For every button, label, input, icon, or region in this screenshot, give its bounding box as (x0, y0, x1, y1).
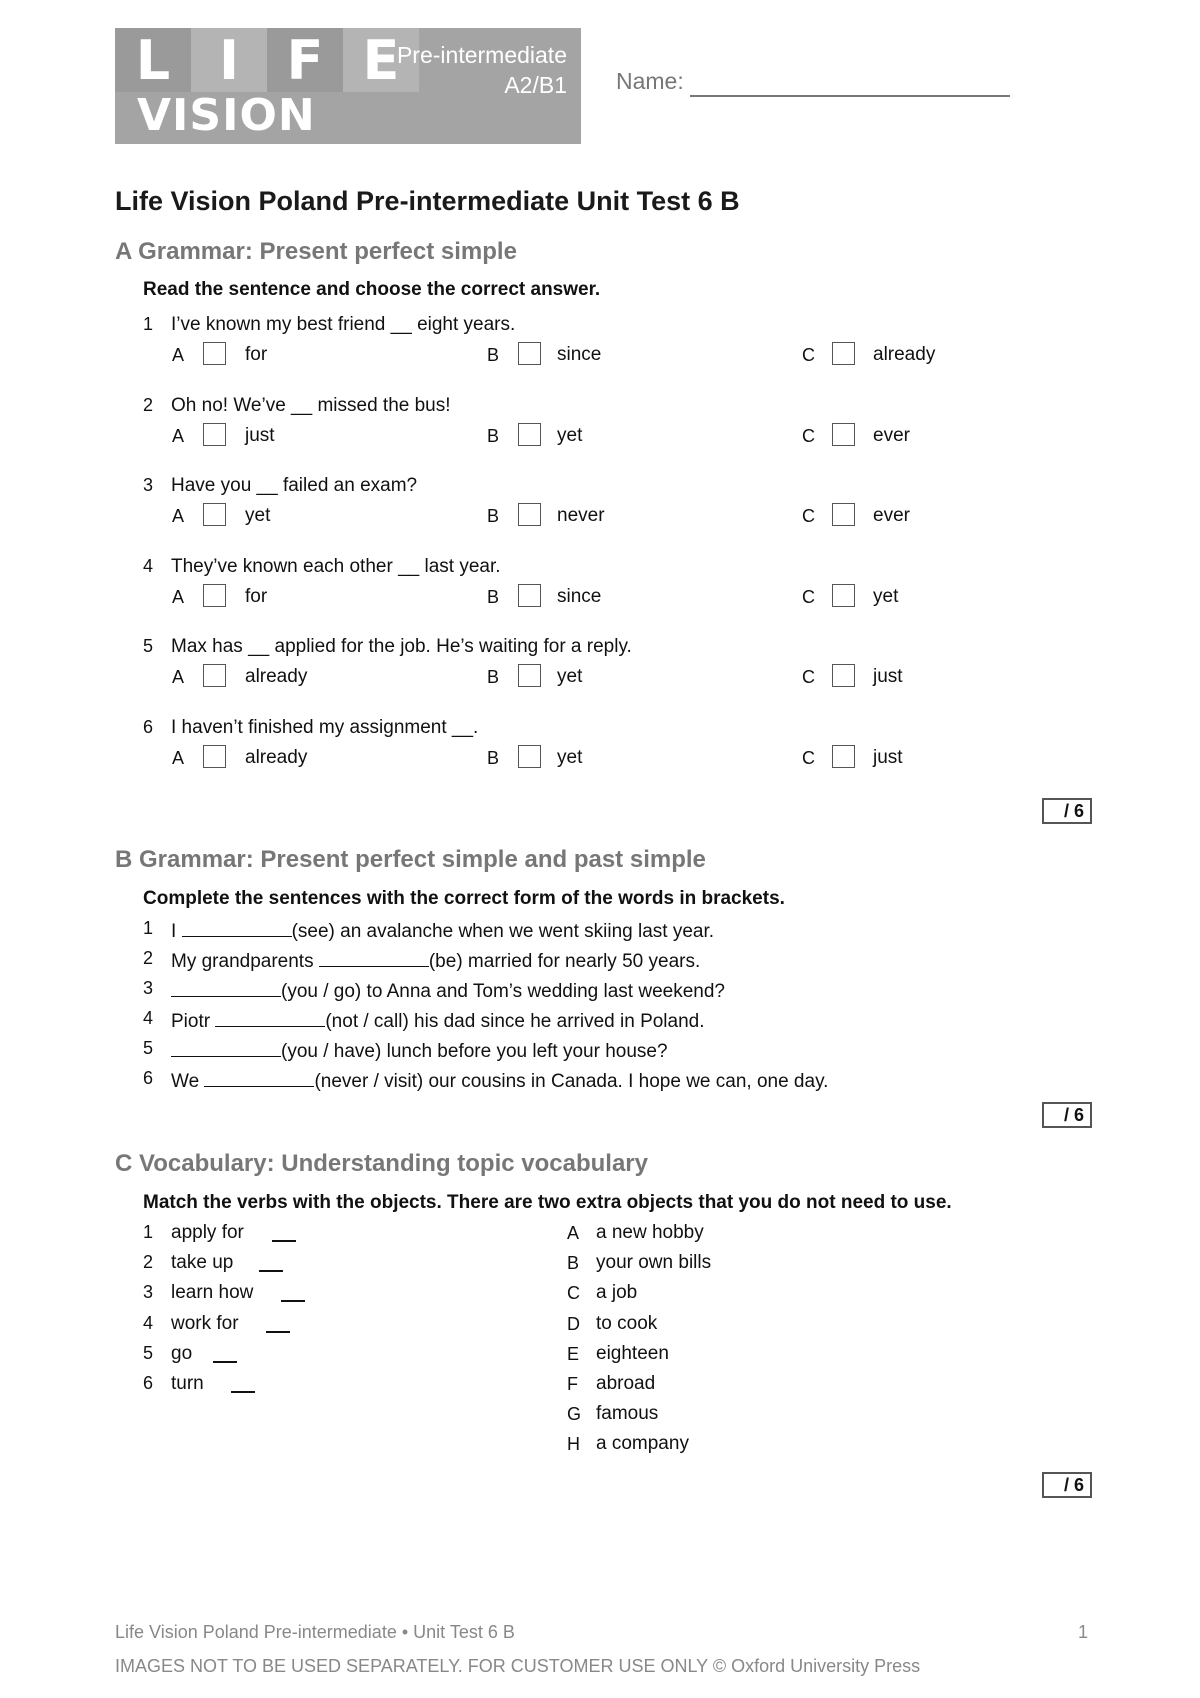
verb-text: take up (171, 1252, 234, 1273)
option-letter: A (172, 748, 185, 768)
answer-checkbox[interactable] (518, 664, 541, 687)
section-b-title: B Grammar: Present perfect simple and past simple (115, 846, 706, 873)
object-text: a new hobby (596, 1222, 704, 1243)
option-letter: C (802, 748, 815, 768)
sentence-end: (you / have) lunch before you left your house? (281, 1041, 668, 1062)
item-number: 1 (143, 918, 154, 938)
section-c-score-box: / 6 (1042, 1472, 1092, 1498)
logo-letter: L (115, 28, 191, 92)
option-letter: C (802, 426, 815, 446)
verb-number: 6 (143, 1373, 154, 1393)
answer-checkbox[interactable] (203, 664, 226, 687)
option-text: since (557, 586, 602, 607)
option-text: for (245, 344, 268, 365)
option-text: for (245, 586, 268, 607)
logo-letter: F (267, 28, 343, 92)
section-a-score-box: / 6 (1042, 798, 1092, 824)
option-text: ever (873, 505, 910, 526)
item-number: 3 (143, 978, 154, 998)
answer-blank[interactable] (272, 1240, 296, 1242)
question-text: Have you __ failed an exam? (171, 475, 418, 496)
sentence-end: (see) an avalanche when we went skiing last year. (291, 921, 715, 942)
option-letter: C (802, 587, 815, 607)
question-number: 3 (143, 475, 154, 495)
object-letter: A (567, 1223, 580, 1243)
item-number: 4 (143, 1008, 154, 1028)
question-number: 4 (143, 556, 154, 576)
option-text: just (873, 747, 903, 768)
sentence-start: My grandparents (171, 951, 314, 972)
sentence-end: (not / call) his dad since he arrived in Poland. (325, 1011, 705, 1032)
object-letter: E (567, 1344, 580, 1364)
object-text: a company (596, 1433, 689, 1454)
question-number: 6 (143, 717, 154, 737)
answer-blank[interactable] (231, 1391, 255, 1393)
question-text: Max has __ applied for the job. He’s waiting for a reply. (171, 636, 632, 657)
gap-fill-sentence (171, 1008, 705, 1033)
option-text: since (557, 344, 602, 365)
option-letter: A (172, 426, 185, 446)
answer-checkbox[interactable] (203, 423, 226, 446)
option-text: yet (557, 666, 583, 687)
section-c-title: C Vocabulary: Understanding topic vocabulary (115, 1150, 648, 1177)
option-text: already (245, 747, 308, 768)
object-letter: D (567, 1314, 580, 1334)
section-a-title: A Grammar: Present perfect simple (115, 238, 517, 265)
answer-checkbox[interactable] (203, 745, 226, 768)
option-letter: C (802, 506, 815, 526)
option-letter: A (172, 506, 185, 526)
sentence-start: We (171, 1071, 200, 1092)
question-number: 5 (143, 636, 154, 656)
copyright-notice: IMAGES NOT TO BE USED SEPARATELY. FOR CUSTOMER USE ONLY © Oxford University Press (115, 1656, 921, 1676)
answer-blank[interactable] (171, 1038, 281, 1057)
verb-text: turn (171, 1373, 204, 1394)
page-title: Life Vision Poland Pre-intermediate Unit Test 6 B (115, 186, 740, 216)
object-text: your own bills (596, 1252, 712, 1273)
gap-fill-sentence (171, 948, 700, 973)
option-text: yet (873, 586, 899, 607)
option-letter: C (802, 345, 815, 365)
verb-number: 1 (143, 1222, 154, 1242)
footer-title: Life Vision Poland Pre-intermediate • Unit Test 6 B (115, 1622, 515, 1642)
verb-number: 5 (143, 1343, 154, 1363)
item-number: 2 (143, 948, 154, 968)
option-letter: B (487, 748, 500, 768)
sentence-start: I (171, 921, 177, 942)
sentence-end: (never / visit) our cousins in Canada. I hope we can, one day. (314, 1071, 829, 1092)
answer-blank[interactable] (266, 1331, 290, 1333)
option-letter: A (172, 345, 185, 365)
verb-text: learn how (171, 1282, 254, 1303)
verb-number: 3 (143, 1282, 154, 1302)
page-number: 1 (1078, 1622, 1089, 1642)
option-text: already (873, 344, 936, 365)
object-text: abroad (596, 1373, 656, 1394)
option-text: just (245, 425, 275, 446)
object-text: a job (596, 1282, 638, 1303)
section-b-score-box: / 6 (1042, 1102, 1092, 1128)
sentence-start: Piotr (171, 1011, 211, 1032)
question-number: 2 (143, 395, 154, 415)
answer-checkbox[interactable] (832, 423, 855, 446)
question-number: 1 (143, 314, 154, 334)
verb-number: 2 (143, 1252, 154, 1272)
option-letter: B (487, 426, 500, 446)
answer-blank[interactable] (182, 918, 292, 937)
sentence-end: (be) married for nearly 50 years. (428, 951, 701, 972)
logo-letter: E (343, 28, 419, 92)
section-c-instruction: Match the verbs with the objects. There are two extra objects that you do not need to use. (143, 1192, 952, 1213)
answer-blank[interactable] (213, 1361, 237, 1363)
answer-blank[interactable] (281, 1300, 305, 1302)
answer-blank[interactable] (171, 978, 281, 997)
option-text: never (557, 505, 605, 526)
option-letter: B (487, 667, 500, 687)
answer-checkbox[interactable] (832, 664, 855, 687)
gap-fill-sentence (171, 978, 725, 1003)
answer-checkbox[interactable] (832, 584, 855, 607)
answer-blank[interactable] (259, 1270, 283, 1272)
answer-blank[interactable] (215, 1008, 325, 1027)
gap-fill-sentence (171, 1038, 668, 1063)
logo-letter: I (191, 28, 267, 92)
answer-checkbox[interactable] (832, 745, 855, 768)
answer-blank[interactable] (204, 1068, 314, 1087)
verb-text: work for (171, 1313, 239, 1334)
option-letter: B (487, 506, 500, 526)
answer-checkbox[interactable] (518, 745, 541, 768)
sentence-end: (you / go) to Anna and Tom’s wedding last weekend? (281, 981, 725, 1002)
verb-text: go (171, 1343, 193, 1364)
gap-fill-sentence (171, 918, 714, 943)
object-letter: B (567, 1253, 580, 1273)
object-letter: G (567, 1404, 582, 1424)
answer-checkbox[interactable] (203, 342, 226, 365)
option-text: yet (245, 505, 271, 526)
question-text: They’ve known each other __ last year. (171, 556, 501, 577)
name-label: Name: (616, 68, 684, 94)
object-letter: C (567, 1283, 580, 1303)
section-a-instruction: Read the sentence and choose the correct answer. (143, 279, 601, 300)
answer-checkbox[interactable] (203, 584, 226, 607)
object-letter: F (567, 1374, 578, 1394)
question-text: Oh no! We’ve __ missed the bus! (171, 395, 451, 416)
question-text: I’ve known my best friend __ eight years. (171, 314, 516, 335)
verb-number: 4 (143, 1313, 154, 1333)
option-letter: A (172, 587, 185, 607)
option-text: already (245, 666, 308, 687)
answer-checkbox[interactable] (518, 503, 541, 526)
level-code: A2/B1 (504, 72, 567, 98)
object-text: eighteen (596, 1343, 669, 1364)
answer-checkbox[interactable] (518, 342, 541, 365)
name-field-line[interactable] (690, 95, 1010, 97)
object-letter: H (567, 1434, 580, 1454)
item-number: 5 (143, 1038, 154, 1058)
life-vision-logo (115, 28, 581, 144)
gap-fill-sentence (171, 1068, 828, 1093)
answer-checkbox[interactable] (832, 342, 855, 365)
answer-blank[interactable] (319, 948, 429, 967)
section-b-instruction: Complete the sentences with the correct form of the words in brackets. (143, 888, 785, 909)
option-text: yet (557, 425, 583, 446)
answer-checkbox[interactable] (832, 503, 855, 526)
option-letter: C (802, 667, 815, 687)
object-text: to cook (596, 1313, 658, 1334)
answer-checkbox[interactable] (518, 423, 541, 446)
option-text: ever (873, 425, 910, 446)
option-letter: B (487, 587, 500, 607)
question-text: I haven’t finished my assignment __. (171, 717, 479, 738)
item-number: 6 (143, 1068, 154, 1088)
object-text: famous (596, 1403, 659, 1424)
option-text: just (873, 666, 903, 687)
option-text: yet (557, 747, 583, 768)
logo-vision-word: VISION (137, 90, 316, 141)
option-letter: A (172, 667, 185, 687)
option-letter: B (487, 345, 500, 365)
verb-text: apply for (171, 1222, 244, 1243)
level-label: Pre-intermediate (396, 42, 567, 68)
answer-checkbox[interactable] (518, 584, 541, 607)
answer-checkbox[interactable] (203, 503, 226, 526)
